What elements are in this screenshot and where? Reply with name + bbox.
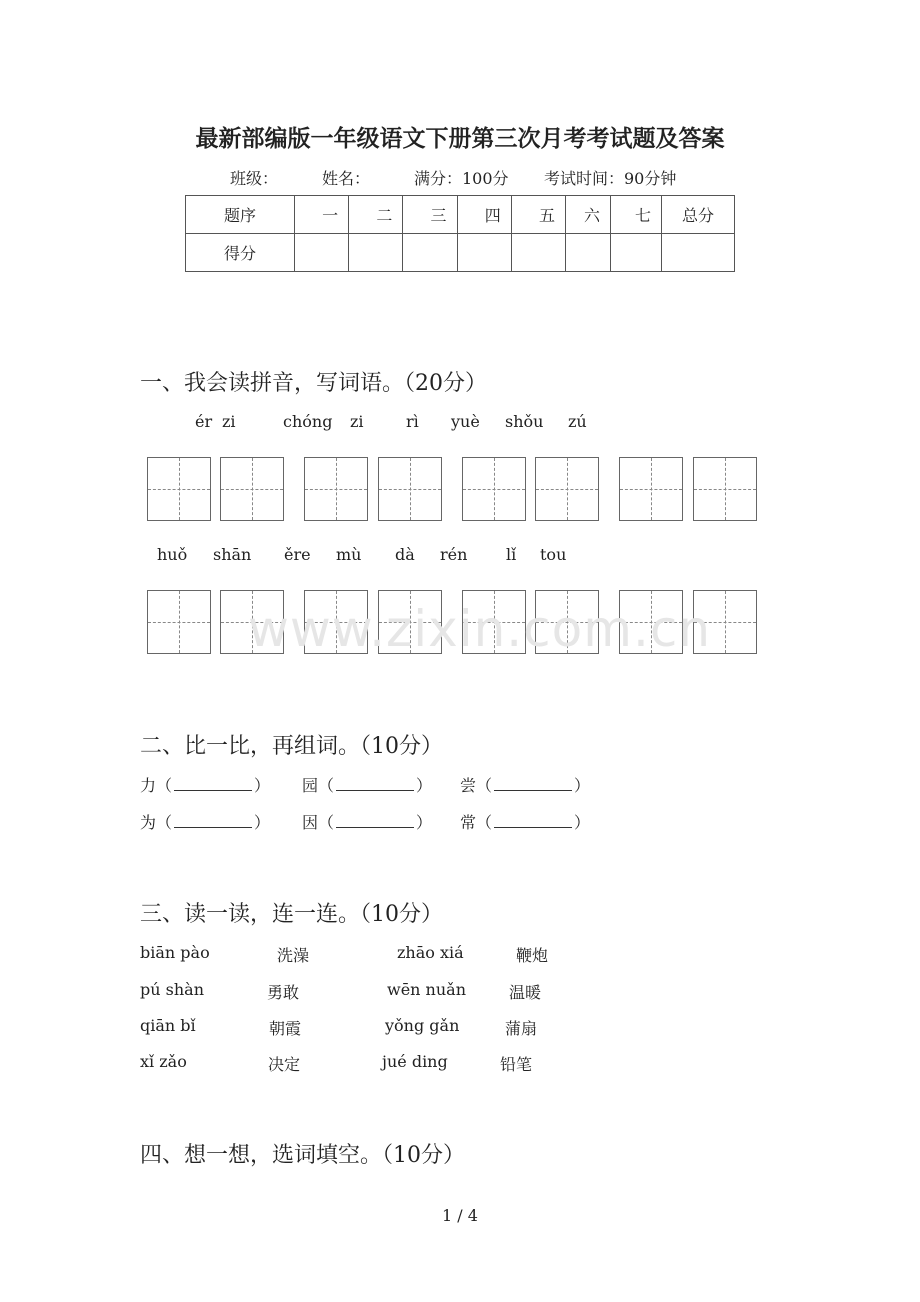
match-word[interactable]: 勇敢 — [267, 983, 300, 1002]
match-word[interactable]: 鞭炮 — [516, 946, 549, 965]
compare-item — [302, 773, 432, 796]
compare-char: 力 — [140, 776, 157, 795]
full-score-label: 满分：100分 — [414, 169, 509, 188]
score-cell[interactable] — [566, 234, 611, 272]
match-pinyin[interactable]: wēn nuǎn — [387, 980, 467, 999]
pinyin-syllable: zú — [568, 412, 587, 431]
match-pinyin[interactable]: zhāo xiá — [397, 943, 464, 962]
match-pinyin[interactable]: yǒng gǎn — [385, 1016, 460, 1035]
score-col-6: 六 — [566, 196, 611, 234]
answer-blank[interactable] — [494, 813, 572, 828]
close-paren: ） — [416, 776, 433, 795]
writing-grid[interactable] — [147, 457, 211, 521]
compare-item — [302, 810, 432, 833]
pinyin-syllable: ér — [195, 412, 213, 431]
answer-blank[interactable] — [336, 813, 414, 828]
score-col-total: 总分 — [662, 196, 735, 234]
score-cell[interactable] — [457, 234, 511, 272]
score-cell[interactable] — [295, 234, 349, 272]
writing-grid[interactable] — [619, 457, 683, 521]
pinyin-syllable: dà — [395, 545, 415, 564]
match-word[interactable]: 决定 — [268, 1055, 301, 1074]
score-table-header-row — [186, 196, 735, 234]
pinyin-syllable: rì — [406, 412, 419, 431]
pinyin-syllable: zi — [222, 412, 236, 431]
compare-item — [460, 773, 590, 796]
pinyin-syllable: zi — [350, 412, 364, 431]
score-col-5: 五 — [511, 196, 565, 234]
match-pinyin[interactable]: pú shàn — [140, 980, 204, 999]
page-number: 1 / 4 — [442, 1206, 478, 1225]
open-paren: （ — [318, 813, 335, 832]
section1-heading: 一、我会读拼音，写词语。（20分） — [140, 371, 487, 396]
writing-grid[interactable] — [693, 457, 757, 521]
pinyin-syllable: lǐ — [506, 545, 517, 564]
open-paren: （ — [476, 776, 493, 795]
compare-item — [140, 773, 270, 796]
open-paren: （ — [476, 813, 493, 832]
section3-heading: 三、读一读，连一连。（10分） — [140, 902, 443, 927]
match-pinyin[interactable]: jué ding — [382, 1052, 448, 1071]
match-word[interactable]: 铅笔 — [500, 1055, 533, 1074]
score-col-1: 一 — [295, 196, 349, 234]
compare-char: 尝 — [460, 776, 477, 795]
open-paren: （ — [318, 776, 335, 795]
section4-heading: 四、想一想，选词填空。（10分） — [140, 1143, 465, 1168]
pinyin-syllable: mù — [336, 545, 362, 564]
writing-grid[interactable] — [462, 457, 526, 521]
score-col-7: 七 — [611, 196, 662, 234]
open-paren: （ — [156, 813, 173, 832]
answer-blank[interactable] — [174, 813, 252, 828]
writing-grid[interactable] — [378, 457, 442, 521]
writing-grid[interactable] — [147, 590, 211, 654]
score-table — [185, 195, 735, 272]
compare-item — [460, 810, 590, 833]
pinyin-syllable: rén — [440, 545, 468, 564]
close-paren: ） — [416, 813, 433, 832]
exam-time-label: 考试时间：90分钟 — [544, 169, 677, 188]
score-cell[interactable] — [662, 234, 735, 272]
writing-grid[interactable] — [304, 457, 368, 521]
pinyin-syllable: tou — [540, 545, 567, 564]
score-cell[interactable] — [349, 234, 403, 272]
match-word[interactable]: 蒲扇 — [505, 1019, 538, 1038]
score-table-row-label: 得分 — [186, 234, 295, 272]
score-cell[interactable] — [611, 234, 662, 272]
watermark: www.zixin.com.cn — [248, 600, 712, 658]
pinyin-syllable: huǒ — [157, 545, 188, 564]
match-word[interactable]: 洗澡 — [277, 946, 310, 965]
score-col-2: 二 — [349, 196, 403, 234]
close-paren: ） — [254, 813, 271, 832]
compare-char: 因 — [302, 813, 319, 832]
pinyin-syllable: shān — [213, 545, 252, 564]
pinyin-syllable: ěre — [284, 545, 311, 564]
pinyin-syllable: yuè — [451, 412, 480, 431]
match-word[interactable]: 温暖 — [509, 983, 542, 1002]
name-label: 姓名： — [322, 169, 371, 188]
writing-grid[interactable] — [220, 457, 284, 521]
answer-blank[interactable] — [336, 776, 414, 791]
match-pinyin[interactable]: qiān bǐ — [140, 1016, 196, 1035]
page-title: 最新部编版一年级语文下册第三次月考考试题及答案 — [195, 125, 725, 152]
score-cell[interactable] — [511, 234, 565, 272]
score-col-4: 四 — [457, 196, 511, 234]
answer-blank[interactable] — [174, 776, 252, 791]
answer-blank[interactable] — [494, 776, 572, 791]
match-pinyin[interactable]: biān pào — [140, 943, 210, 962]
writing-grid[interactable] — [535, 457, 599, 521]
section2-heading: 二、比一比，再组词。（10分） — [140, 734, 443, 759]
score-table-header-label: 题序 — [186, 196, 295, 234]
compare-char: 常 — [460, 813, 477, 832]
close-paren: ） — [574, 776, 591, 795]
compare-char: 园 — [302, 776, 319, 795]
open-paren: （ — [156, 776, 173, 795]
close-paren: ） — [574, 813, 591, 832]
pinyin-syllable: shǒu — [505, 412, 544, 431]
score-cell[interactable] — [403, 234, 457, 272]
match-pinyin[interactable]: xǐ zǎo — [140, 1052, 187, 1071]
score-col-3: 三 — [403, 196, 457, 234]
match-word[interactable]: 朝霞 — [269, 1019, 302, 1038]
close-paren: ） — [254, 776, 271, 795]
compare-char: 为 — [140, 813, 157, 832]
pinyin-syllable: chóng — [283, 412, 333, 431]
class-label: 班级： — [230, 169, 279, 188]
score-table-score-row — [186, 234, 735, 272]
compare-item — [140, 810, 270, 833]
